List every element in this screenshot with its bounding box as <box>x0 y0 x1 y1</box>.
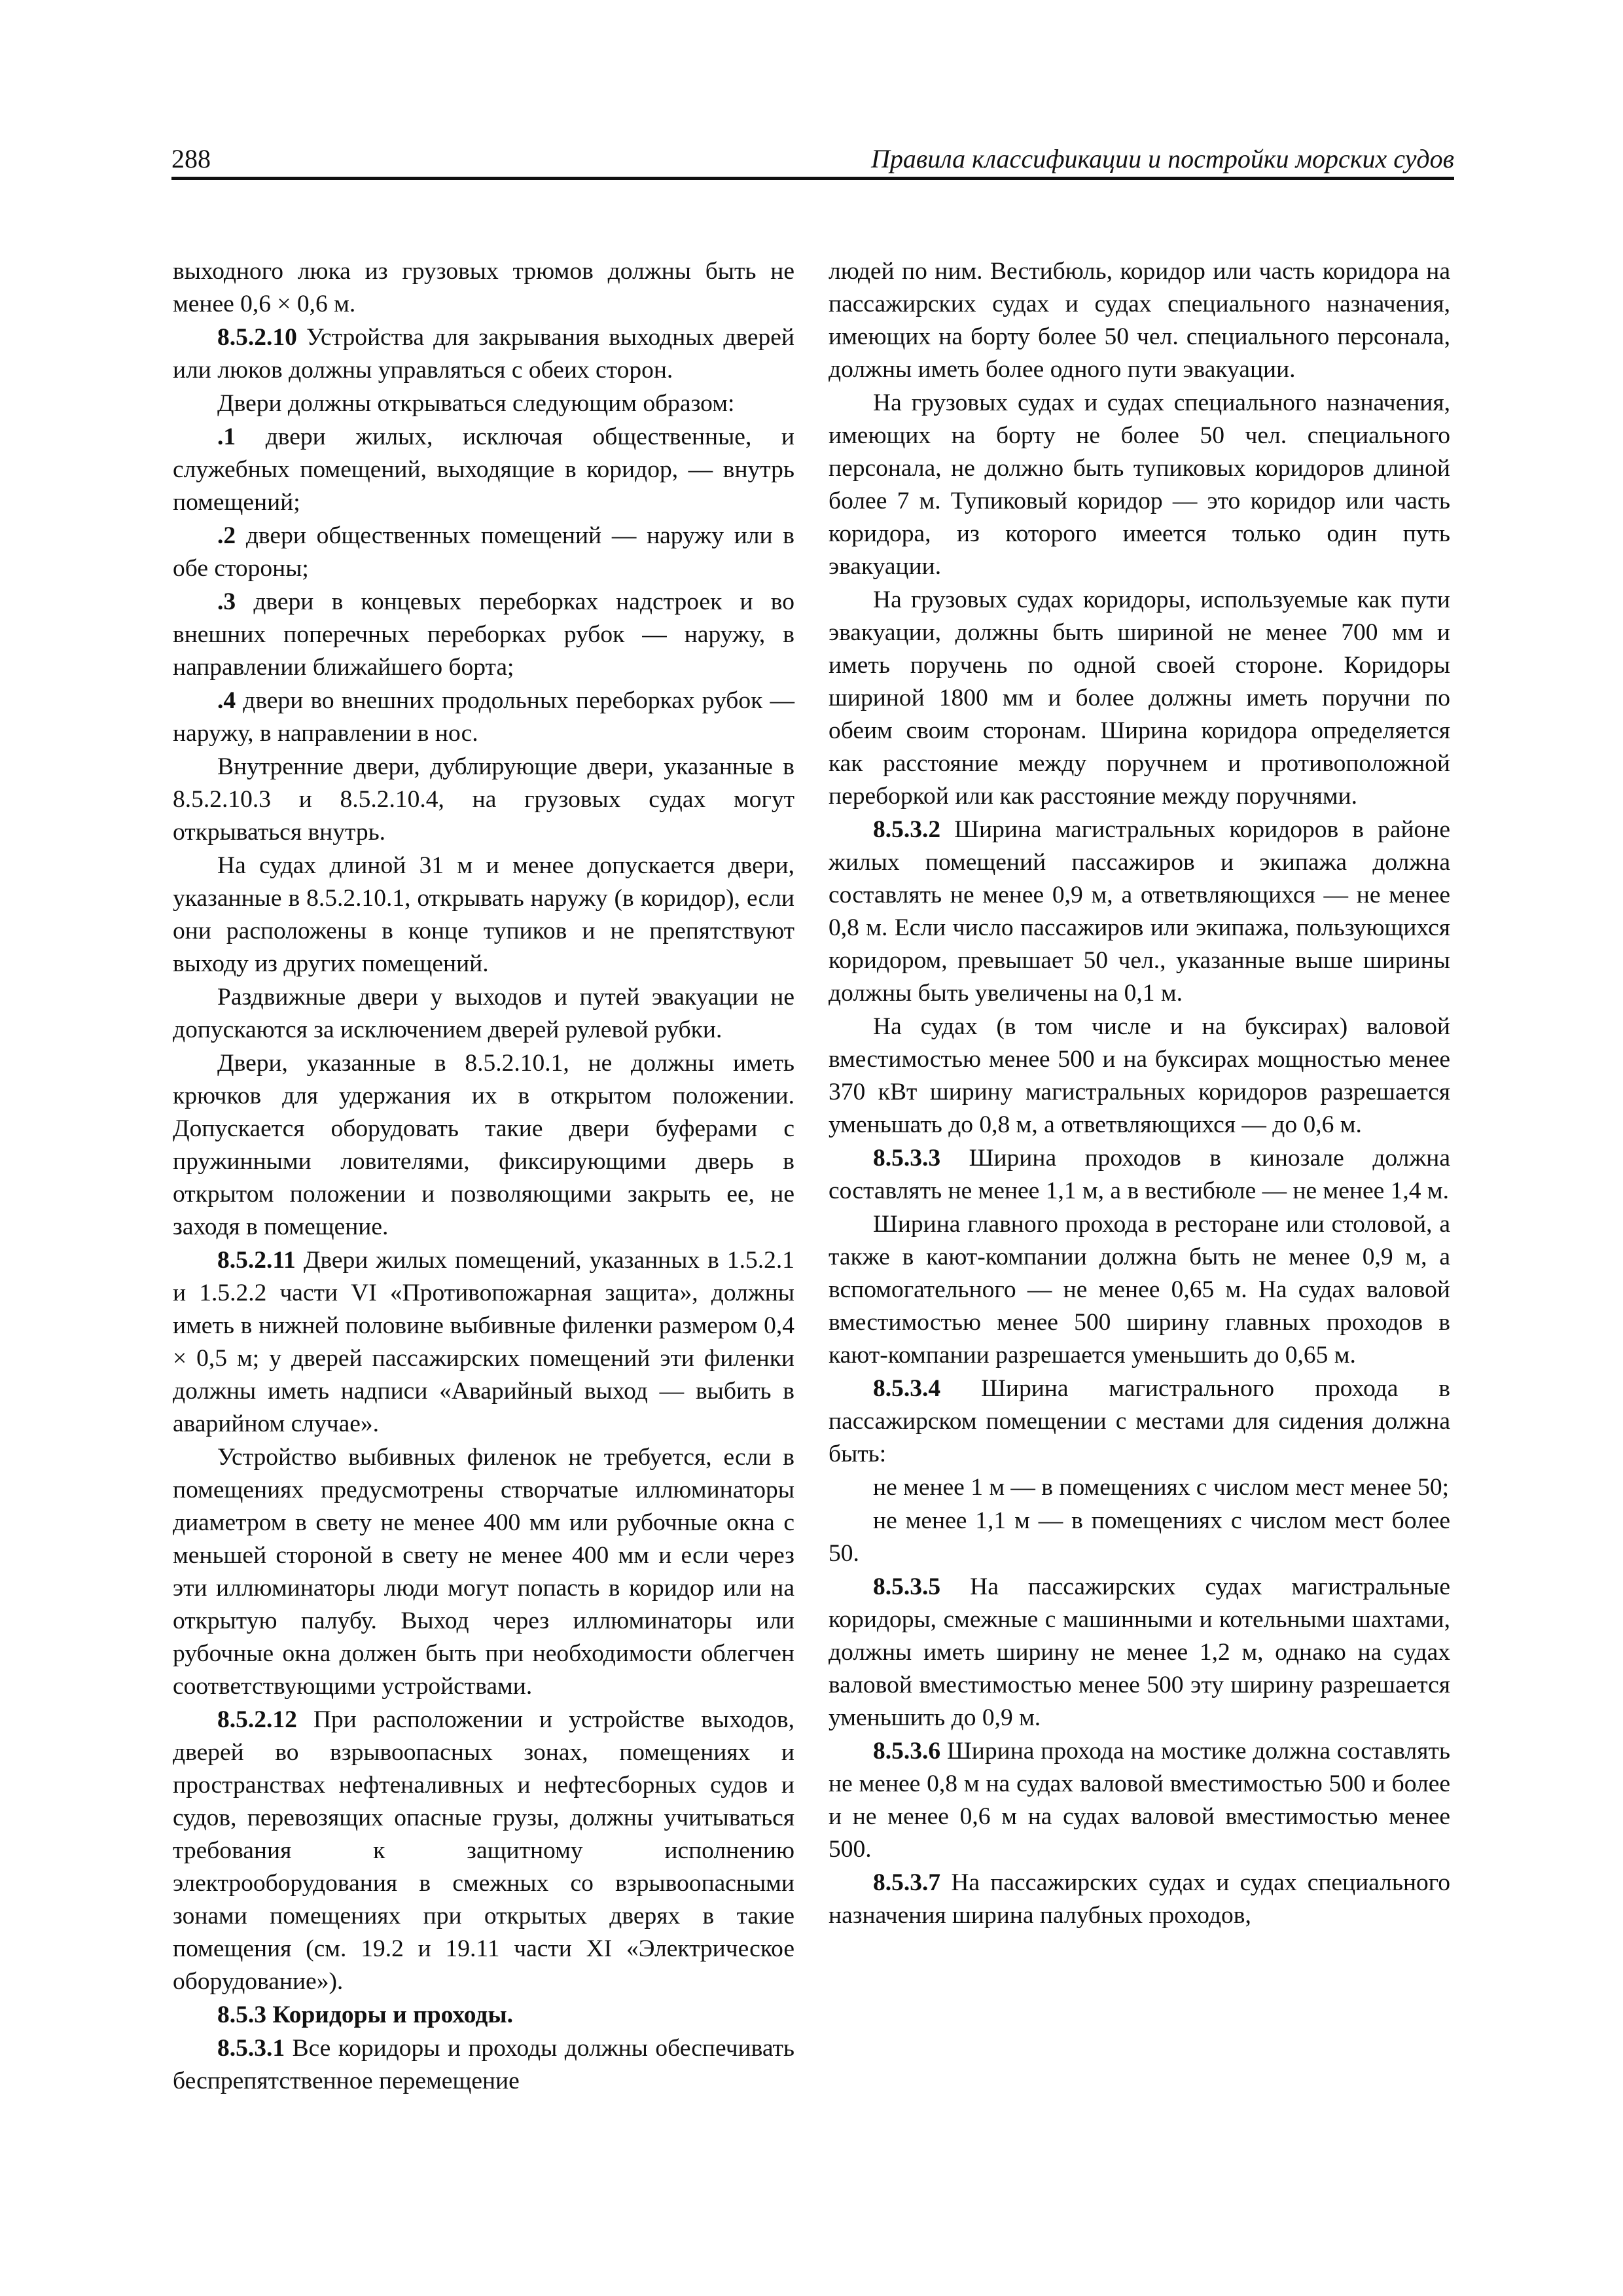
paragraph-text: Все коридоры и проходы должны обеспечивать беспрепятственное перемещение <box>173 2035 794 2094</box>
paragraph <box>829 1142 1450 1208</box>
paragraph <box>173 685 794 750</box>
paragraph <box>173 1441 794 1703</box>
paragraph-text: На грузовых судах коридоры, используемые как пути эвакуации, должны быть шириной не менее 700 мм и иметь поручень по одной своей стороне. Коридоры шириной 1800 мм и более должны иметь поручни по обеим своим сторонам. Ширина коридора определяется как расстояние между поручнем и противоположной переборкой или как расстояние между поручнями. <box>829 586 1450 810</box>
paragraph-text: Ширина магистральных коридоров в районе жилых помещений пассажиров и экипажа должна составлять не менее 0,9 м, а ответвляющихся — не менее 0,8 м. Если число пассажиров или экипажа, пользующихся коридором, превышает 50 чел., указанные выше ширины должны быть увеличены на 0,1 м. <box>829 816 1450 1007</box>
right-column <box>829 255 1450 1933</box>
paragraph-text: На грузовых судах и судах специального назначения, имеющих на борту не более 50 чел. специального персонала, не должно быть тупиковых коридоров длиной более 7 м. Тупиковый коридор — это коридор или часть коридора, из которого имеется только один путь эвакуации. <box>829 389 1450 580</box>
paragraph <box>829 1011 1450 1141</box>
clause-number: 8.5.2.11 <box>217 1247 296 1274</box>
paragraph-text: Устройства для закрывания выходных дверей или люков должны управляться с обеих сторон. <box>173 324 794 384</box>
clause-number: .4 <box>217 687 236 714</box>
paragraph <box>173 255 794 321</box>
paragraph <box>829 255 1450 386</box>
clause-number: 8.5.3.7 <box>873 1869 941 1896</box>
paragraph <box>173 1047 794 1244</box>
clause-number: 8.5.2.12 <box>217 1706 297 1733</box>
paragraph-text: Ширина проходов в кинозале должна составлять не менее 1,1 м, а в вестибюле — не менее 1,4 м. <box>829 1145 1450 1204</box>
paragraph-text: Двери должны открываться следующим образом: <box>217 390 735 417</box>
paragraph <box>173 2032 794 2098</box>
clause-number: 8.5.3.6 <box>873 1738 941 1765</box>
paragraph <box>829 584 1450 813</box>
clause-number: .1 <box>217 423 236 450</box>
paragraph <box>173 1244 794 1441</box>
paragraph <box>173 1704 794 1998</box>
paragraph <box>173 520 794 585</box>
header-rule <box>171 177 1454 180</box>
paragraph <box>829 1208 1450 1372</box>
clause-number: .3 <box>217 588 236 615</box>
paragraph-text: двери жилых, исключая общественные, и служебных помещений, выходящие в коридор, — внутрь помещений; <box>173 423 794 516</box>
paragraph <box>173 751 794 849</box>
paragraph-text: Двери жилых помещений, указанных в 1.5.2.1 и 1.5.2.2 части VI «Противопожарная защита», должны иметь в нижней половине выбивные филенки размером 0,4 × 0,5 м; у дверей пассажирских помещений эти филенки должны иметь надписи «Аварийный выход — выбить в аварийном случае». <box>173 1247 794 1437</box>
paragraph <box>173 321 794 387</box>
left-column <box>173 255 794 2098</box>
paragraph-text: не менее 1 м — в помещениях с числом мест менее 50; <box>873 1474 1450 1501</box>
clause-number: 8.5.3.1 <box>217 2035 285 2062</box>
paragraph <box>173 981 794 1047</box>
paragraph-text: двери во внешних продольных переборках рубок — наружу, в направлении в нос. <box>173 687 794 747</box>
clause-number: 8.5.3.5 <box>873 1573 941 1600</box>
paragraph <box>829 1505 1450 1570</box>
clause-number: 8.5.3.2 <box>873 816 941 843</box>
paragraph-text: Внутренние двери, дублирующие двери, указанные в 8.5.2.10.3 и 8.5.2.10.4, на грузовых судах могут открываться внутрь. <box>173 753 794 846</box>
clause-number: 8.5.2.10 <box>217 324 297 351</box>
paragraph-text: Ширина прохода на мостике должна составлять не менее 0,8 м на судах валовой вместимостью 500 и более и не менее 0,6 м на судах валовой вместимостью менее 500. <box>829 1738 1450 1863</box>
clause-number: .2 <box>217 522 236 549</box>
paragraph-text: Раздвижные двери у выходов и путей эвакуации не допускаются за исключением дверей рулевой рубки. <box>173 984 794 1043</box>
clause-number: 8.5.3 Коридоры и проходы. <box>217 2001 514 2028</box>
clause-number: 8.5.3.3 <box>873 1145 941 1172</box>
paragraph <box>829 1471 1450 1504</box>
paragraph <box>829 1867 1450 1932</box>
running-header <box>171 139 1454 179</box>
paragraph <box>173 850 794 980</box>
paragraph <box>173 387 794 420</box>
book-title: Правила классификации и постройки морских судов <box>870 144 1454 173</box>
paragraph <box>173 421 794 519</box>
paragraph-text: При расположении и устройстве выходов, дверей во взрывоопасных зонах, помещениях и пространствах нефтеналивных и нефтесборных судов и судов, перевозящих опасные грузы, должны учитываться требования к защитному исполнению электрооборудования в смежных со взрывоопасными зонами помещениях при открытых дверях в такие помещения (см. 19.2 и 19.11 части XI «Электрическое оборудование»). <box>173 1706 794 1995</box>
paragraph-text: Ширина магистрального прохода в пассажирском помещении с местами для сидения должна быть: <box>829 1375 1450 1467</box>
paragraph <box>829 387 1450 583</box>
paragraph-text: На судах длиной 31 м и менее допускается двери, указанные в 8.5.2.10.1, открывать наружу (в коридор), если они расположены в конце тупиков и не препятствуют выходу из других помещений. <box>173 852 794 977</box>
paragraph <box>829 1735 1450 1866</box>
paragraph <box>829 1372 1450 1471</box>
paragraph-text: На пассажирских судах и судах специального назначения ширина палубных проходов, <box>829 1869 1450 1929</box>
paragraph-text: выходного люка из грузовых трюмов должны быть не менее 0,6 × 0,6 м. <box>173 258 794 317</box>
page-number: 288 <box>171 144 211 173</box>
paragraph-text: Устройство выбивных филенок не требуется, если в помещениях предусмотрены створчатые иллюминаторы диаметром в свету не менее 400 мм или рубочные окна с меньшей стороной в свету не менее 400 мм и если через эти иллюминаторы люди могут попасть в коридор или на открытую палубу. Выход через иллюминаторы или рубочные окна должен быть при необходимости облегчен соответствующими устройствами. <box>173 1444 794 1700</box>
paragraph-text: людей по ним. Вестибюль, коридор или часть коридора на пассажирских судах и судах специального назначения, имеющих на борту более 50 чел. специального персонала, должны иметь более одного пути эвакуации. <box>829 258 1450 383</box>
paragraph <box>173 586 794 684</box>
paragraph-text: На пассажирских судах магистральные коридоры, смежные с машинными и котельными шахтами, должны иметь ширину не менее 1,2 м, однако на судах валовой вместимостью менее 500 эту ширину разрешается уменьшить до 0,9 м. <box>829 1573 1450 1731</box>
paragraph <box>173 1999 794 2032</box>
paragraph-text: Двери, указанные в 8.5.2.10.1, не должны иметь крючков для удержания их в открытом положении. Допускается оборудовать такие двери буферами с пружинными ловителями, фиксирующими дверь в открытом положении и позволяющими закрыть ее, не заходя в помещение. <box>173 1050 794 1240</box>
paragraph-text: двери в концевых переборках надстроек и во внешних поперечных переборках рубок — наружу, в направлении ближайшего борта; <box>173 588 794 681</box>
paragraph-text: не менее 1,1 м — в помещениях с числом мест более 50. <box>829 1507 1450 1567</box>
clause-number: 8.5.3.4 <box>873 1375 941 1402</box>
paragraph-text: Ширина главного прохода в ресторане или столовой, а также в кают-компании должна быть не менее 0,9 м, а вспомогательного — не менее 0,65 м. На судах валовой вместимостью менее 500 ширину главных проходов в кают-компании разрешается уменьшить до 0,65 м. <box>829 1211 1450 1369</box>
paragraph <box>829 814 1450 1010</box>
paragraph-text: двери общественных помещений — наружу или в обе стороны; <box>173 522 794 582</box>
paragraph-text: На судах (в том числе и на буксирах) валовой вместимостью менее 500 и на буксирах мощностью менее 370 кВт ширину магистральных коридоров разрешается уменьшать до 0,8 м, а ответвляющихся — до 0,6 м. <box>829 1013 1450 1138</box>
paragraph <box>829 1571 1450 1734</box>
